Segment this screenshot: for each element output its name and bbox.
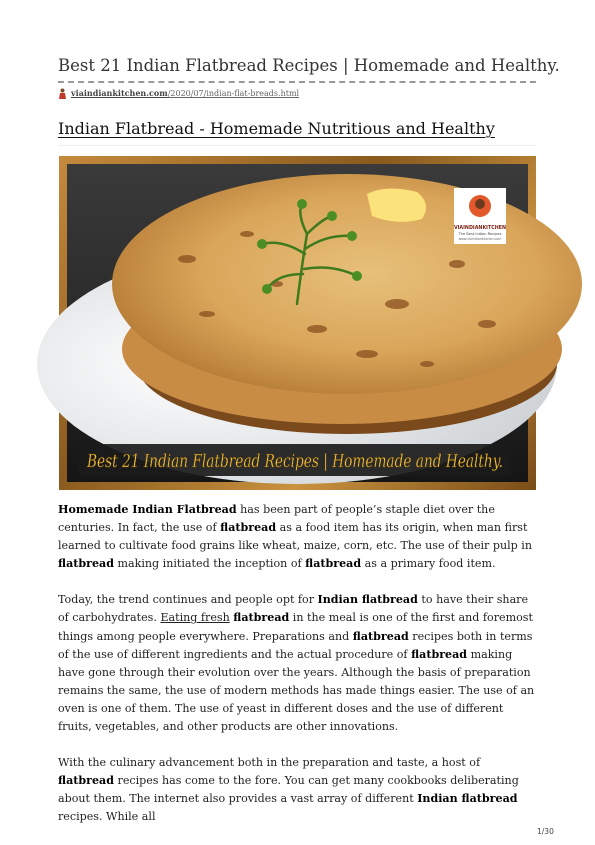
source-path[interactable]: /2020/07/indian-flat-breads.html (167, 88, 300, 98)
text: recipes. While all (58, 810, 156, 824)
source-host[interactable]: viaindiankitchen.com (71, 88, 168, 98)
title-divider (58, 81, 536, 83)
paragraph-2 (58, 591, 538, 736)
text: as a primary food item. (361, 557, 496, 571)
text: recipes both in terms of the use of different ingredients and the actual procedure of (58, 629, 533, 661)
emphasis: Indian flatbread (417, 792, 518, 806)
eating-fresh-link[interactable]: Eating fresh (160, 611, 230, 625)
paragraph-3 (58, 754, 538, 826)
paragraph-1 (58, 501, 538, 573)
emphasis: flatbread (305, 557, 362, 571)
section-heading: Indian Flatbread - Homemade Nutritious and Healthy (58, 119, 495, 138)
emphasis: Homemade Indian Flatbread (58, 503, 237, 516)
source-link[interactable] (58, 86, 299, 100)
page-title: Best 21 Indian Flatbread Recipes | Homemade and Healthy. (58, 56, 560, 75)
hero-image-frame (59, 156, 536, 490)
page-number: 1/30 (537, 827, 554, 836)
emphasis: flatbread (233, 611, 290, 625)
logo-text: VIAINDIANKITCHEN (453, 226, 507, 231)
text: as a food item has its origin, when man first learned to cultivate food grains like wheat, maize, corn, etc. The use of their pulp in (58, 521, 533, 553)
emphasis: Indian flatbread (317, 593, 418, 607)
article-body (58, 501, 538, 845)
site-favicon-icon (58, 88, 67, 99)
text: With the culinary advancement both in the preparation and taste, a host of (58, 756, 481, 770)
emphasis: flatbread (58, 557, 114, 571)
text: has been part of people’s staple diet over the centuries. In fact, the use of (58, 503, 495, 535)
logo-tagline: The Best Indian Recipes (458, 232, 502, 236)
logo-url: www.viaindiankitchen.com (458, 237, 502, 241)
hero-caption: Best 21 Indian Flatbread Recipes | Homemade and Healthy. (86, 452, 503, 472)
emphasis: flatbread (352, 629, 409, 643)
section-divider (58, 145, 536, 146)
emphasis: flatbread (220, 521, 277, 535)
emphasis: flatbread (58, 774, 114, 788)
text: to have their share of carbohydrates. (58, 593, 529, 625)
text: making initiated the inception of (113, 557, 306, 571)
paratha-hero-image (67, 164, 528, 482)
text: making have gone through their evolution over the years. Although the basis of preparation remains the same, the use of modern methods has made things easier. The use of an oven is one of them. The use of yeast in different doses and the use of different fruits, vegetables, and other products are other innovations. (58, 647, 535, 734)
emphasis: flatbread (411, 647, 468, 661)
text: Today, the trend continues and people opt for (58, 593, 318, 607)
text: recipes has come to the fore. You can get many cookbooks deliberating about them. The internet also provides a vast array of different (58, 774, 519, 806)
text: in the meal is one of the first and foremost things among people everywhere. Preparations and (58, 611, 533, 643)
